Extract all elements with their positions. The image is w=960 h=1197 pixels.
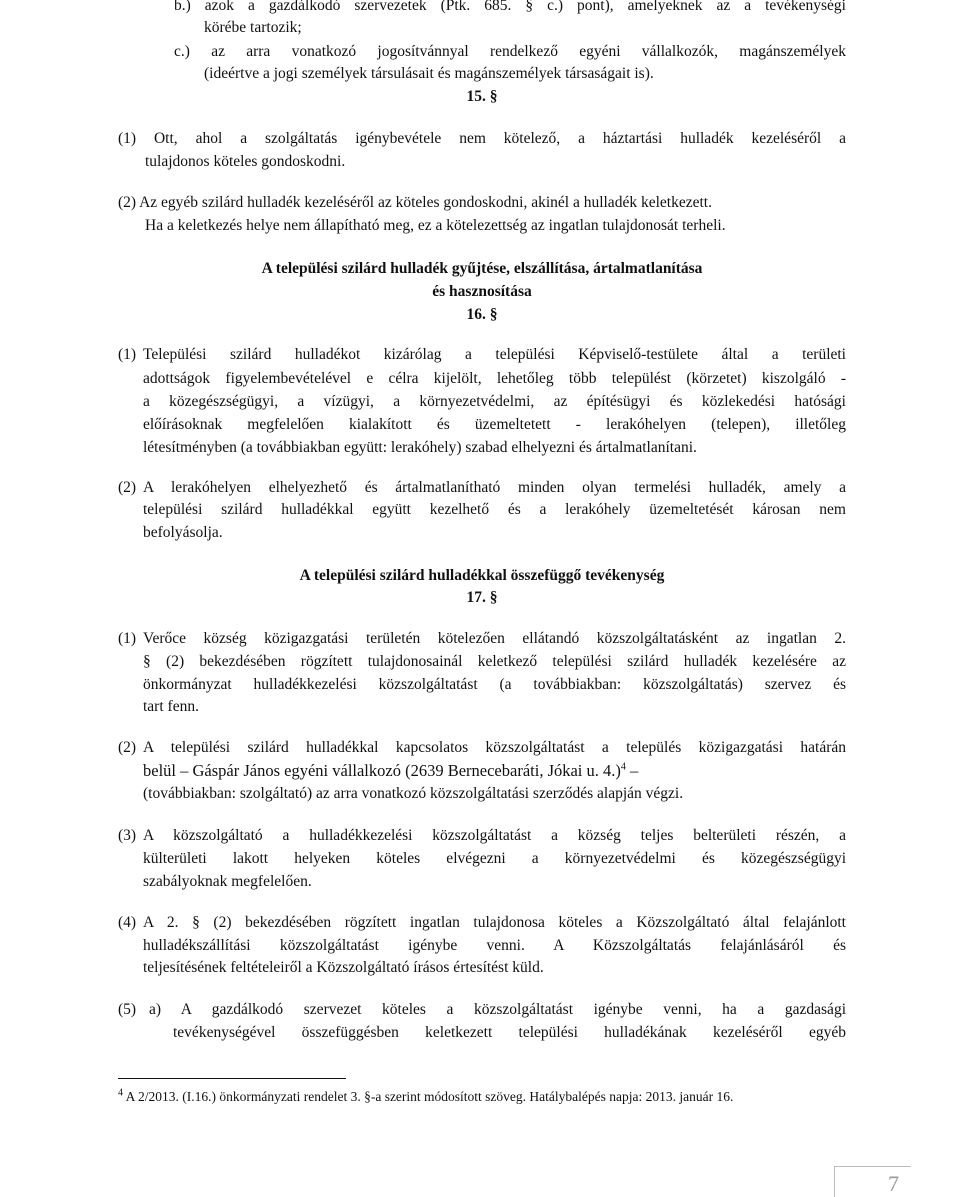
paragraph-mark: (3) [118,827,137,844]
paragraph-mark: (2) [118,739,137,756]
page-number-box [834,1166,911,1197]
paragraph-16-2-line: A lerakóhelyen elhelyezhető és ártalmatlanítható minden olyan termelési hulladék, amely a [143,479,846,496]
paragraph-15-1-line: tulajdonos köteles gondoskodni. [145,153,346,170]
paragraph-17-5-line: tevékenységével összefüggésben keletkezett települési hulladékának kezeléséről egyéb [173,1024,846,1041]
paragraph-16-1-line: létesítményben (a továbbiakban együtt: lerakóhely) szabad elhelyezni és ártalmatlanítani. [143,439,697,456]
paragraph-16-2-line: települési szilárd hulladékkal együtt kezelhető és a lerakóhely üzemeltetését károsan nem [143,501,846,518]
paragraph-mark: (2) [118,479,137,496]
text-line: (ideértve a jogi személyek társulásait és magánszemélyek társaságait is). [204,65,654,82]
section-heading-17: 17. § [466,589,498,606]
paragraph-17-1-line: önkormányzat hulladékkezelési közszolgáltatást (a továbbiakban: közszolgáltatás) szervez és [143,676,846,693]
text-line: c.) az arra vonatkozó jogosítvánnyal rendelkező egyéni vállalkozók, magánszemélyek [174,43,846,60]
section-heading-15: 15. § [466,88,498,105]
footnote-ref[interactable]: 4 [620,761,626,773]
paragraph-16-1-line: adottságok figyelembevételével e célra kijelölt, lehetőleg több települést (körzetet) kiszolgáló - [143,370,846,387]
paragraph-17-3-line: szabályoknak megfelelően. [143,873,312,890]
paragraph-mark: (5) [118,1001,137,1018]
text-line: körébe tartozik; [204,19,302,36]
paragraph-16-2-line: befolyásolja. [143,524,223,541]
paragraph-17-3-line: külterületi lakott helyeken köteles elvégezni a környezetvédelmi és közegészségügyi [143,850,846,867]
paragraph-17-1-line: § (2) bekezdésében rögzített tulajdonosainál keletkező települési szilárd hulladék kezelésére az [143,653,846,670]
paragraph-17-4-line: hulladékszállítási közszolgáltatást igénybe venni. A Közszolgáltatás felajánlásáról és [143,937,846,954]
paragraph-17-5-line: a) A gazdálkodó szervezet köteles a közszolgáltatást igénybe venni, ha a gazdasági [149,1001,846,1018]
paragraph-16-1-line: a közegészségügyi, a vízügyi, a környezetvédelmi, az építésügyi és közlekedési hatósági [143,393,846,410]
section-heading-16: 16. § [466,306,498,323]
footnote-separator [118,1078,346,1079]
paragraph-16-1-line: előírásoknak megfelelően kialakított és üzemeltetett - lerakóhelyen (telepen), illetőleg [143,416,846,433]
chapter-title-line: A települési szilárd hulladékkal összefüggő tevékenység [299,567,665,584]
paragraph-16-1-line: Települési szilárd hulladékot kizárólag a települési Képviselő-testülete által a területi [143,346,846,363]
paragraph-mark: (1) [118,630,137,647]
text-line: b.) azok a gazdálkodó szervezetek (Ptk. 685. § c.) pont), amelyeknek az a tevékenységi [174,0,846,14]
chapter-title-line: A települési szilárd hulladék gyűjtése, elszállítása, ártalmatlanítása [261,260,703,277]
paragraph-17-1-line: tart fenn. [143,698,199,715]
paragraph-mark: (4) [118,914,137,931]
footnote-number: 4 [118,1087,123,1099]
paragraph-17-1-line: Verőce község közigazgatási területén kötelezően ellátandó közszolgáltatásként az ingatlan 2. [143,630,846,647]
paragraph-17-2-line [143,760,846,782]
dash-text: – [625,761,639,780]
paragraph-15-2-line: Ha a keletkezés helye nem állapítható meg, ez a kötelezettség az ingatlan tulajdonosát terheli. [145,217,726,234]
paragraph-17-3-line: A közszolgáltató a hulladékkezelési közszolgáltatást a község teljes belterületi részén, a [143,827,846,844]
chapter-title-line: és hasznosítása [432,283,532,300]
paragraph-mark: (1) [118,346,137,363]
paragraph-15-2-line: (2) Az egyéb szilárd hulladék kezeléséről az köteles gondoskodni, akinél a hulladék keletkezett. [118,194,712,211]
paragraph-15-1-line: (1) Ott, ahol a szolgáltatás igénybevétele nem kötelező, a háztartási hulladék kezeléséről a [118,130,846,147]
paragraph-17-2-line: A települési szilárd hulladékkal kapcsolatos közszolgáltatást a település közigazgatási határán [143,739,846,756]
paragraph-17-2-line: (továbbiakban: szolgáltató) az arra vonatkozó közszolgáltatási szerződés alapján végzi. [143,785,684,802]
footnote-text: A 2/2013. (I.16.) önkormányzati rendelet 3. §-a szerint módosított szöveg. Hatálybalépés napja: 2013. január 16. [125,1089,734,1104]
footnote [118,1087,733,1107]
paragraph-17-4-line: A 2. § (2) bekezdésében rögzített ingatlan tulajdonosa köteles a Közszolgáltató által felajánlott [143,914,846,931]
paragraph-17-4-line: teljesítésének feltételeiről a Közszolgáltató írásos értesítést küld. [143,959,544,976]
provider-text: belül – Gáspár János egyéni vállalkozó (2639 Bernecebaráti, Jókai u. 4.) [143,761,621,780]
page-number: 7 [888,1171,899,1196]
